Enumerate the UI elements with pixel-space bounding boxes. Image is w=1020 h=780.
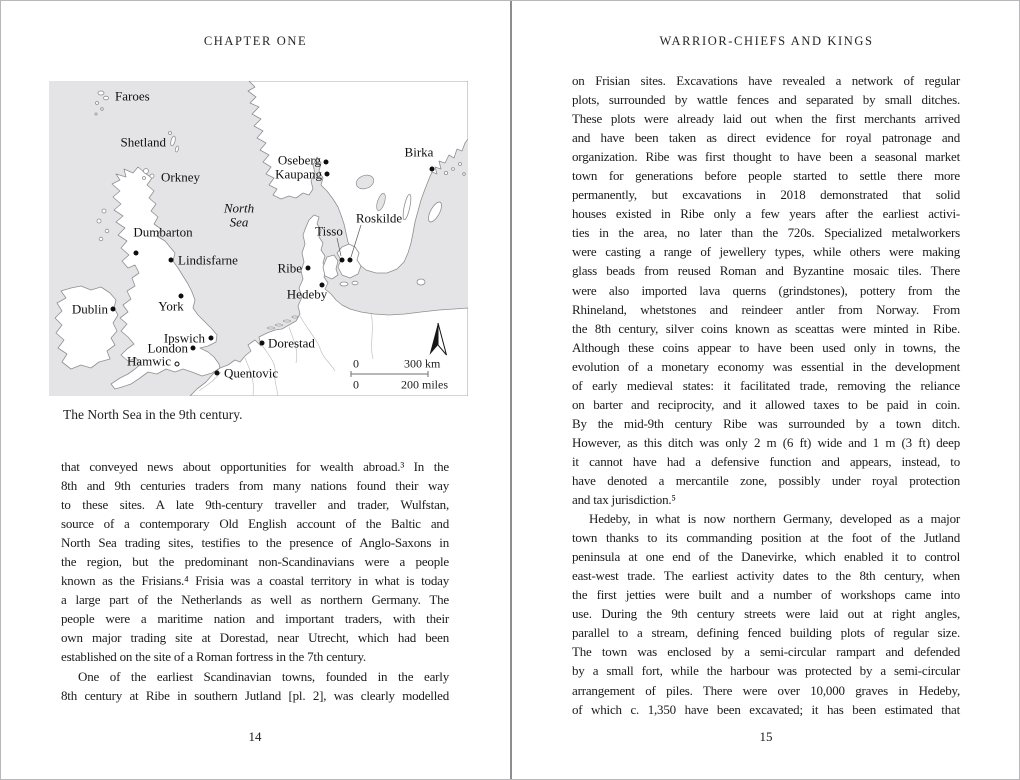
body-line: that conveyed news about opportunities for wealth abroad.³ In the [61, 459, 449, 474]
body-text-left [61, 457, 449, 705]
body-line: established on the site of a Roman fortress in the 7th century. [61, 649, 366, 665]
map-label: Birka [404, 144, 434, 160]
body-line: Hedeby, in what is now northern Germany, developed as a major [589, 511, 960, 527]
body-line: glass beads from reused Roman and Byzantine mosaic tiles. There [572, 263, 960, 279]
body-line: the 8th century, silver coins known as sceattas were minted in Ribe. [572, 320, 960, 336]
body-line: ties in the area, no later than the 720s. Specialized metalworkers [572, 225, 960, 241]
body-line: North Sea trading sites, testifies to the presence of Anglo-Saxons in [61, 535, 449, 551]
body-line: These plots were already laid out when the first merchants arrived [572, 111, 960, 127]
map-label: Faroes [115, 88, 150, 104]
map-label: Dumbarton [133, 224, 193, 240]
body-line: Rhineland, whetstones and reindeer antler from Norway. From [572, 301, 960, 317]
running-head-left: CHAPTER ONE [203, 34, 308, 48]
scale-miles-label: 200 miles [401, 377, 448, 392]
map-label: Hamwic [126, 353, 171, 369]
scale-km-zero: 0 [353, 356, 359, 371]
map-label: York [158, 298, 184, 314]
body-line: 8th century at Ribe in southern Jutland [pl. 2], was clearly modelled [61, 687, 449, 703]
map-label: Lindisfarne [178, 252, 238, 268]
body-line: a large part of the Netherlands as well as northern Germany. The [61, 592, 449, 608]
map-caption: The North Sea in the 9th century. [63, 407, 243, 422]
body-line: Although these coins appear to have been used only in towns, the [572, 339, 960, 355]
body-line: and have been taken as direct evidence for royal patronage and [572, 130, 960, 146]
body-line: people were a maritime nation and important traders, with their [61, 611, 449, 627]
map-label: Dublin [71, 301, 108, 317]
body-line: east-west trade. The earliest activity dates to the 8th century, when [572, 568, 960, 584]
body-line: houses existed in Ribe only a few years after the earliest activi- [572, 206, 960, 222]
map-overlay [49, 81, 468, 396]
body-line: 8th and 9th centuries traders from many nations found their way [61, 478, 449, 494]
map-site-dot [430, 167, 435, 172]
body-line: to these sites. A late 9th-century traveller and trader, Wulfstan, [61, 497, 449, 513]
body-line: and tax jurisdiction.⁵ [572, 492, 676, 508]
page-number-right: 15 [759, 729, 773, 744]
body-line: permanently, but excavations in 2018 demonstrated that solid [572, 187, 960, 203]
body-line: it cannot have had a defensive function and appears, instead, to [572, 453, 960, 469]
map-label: Dorestad [268, 335, 315, 351]
map-label: Sea [229, 214, 249, 230]
body-line: evolution of a monetary economy was essential in the development [572, 358, 960, 374]
map-site-dot [348, 258, 353, 263]
map-site-dot [340, 258, 345, 263]
body-line: were also imported lava querns (grindstones), pottery from the [572, 282, 960, 298]
body-line: However, as this ditch was only 2 m (6 ft) wide and 1 m (3 ft) deep [572, 434, 960, 450]
body-line: on Frisian sites. Excavations have revealed a network of regular [572, 73, 960, 88]
body-text-right [572, 71, 960, 719]
body-line: the region, but the predominant non-Scandinavians were a people [61, 554, 449, 570]
body-line: own major trading site at Dorestad, near Utrecht, which had been [61, 630, 449, 646]
north-sea-map [49, 81, 468, 396]
map-label: London [147, 340, 188, 356]
map-site-dot [169, 258, 174, 263]
map-site-dot [325, 172, 330, 177]
map-site-dot [306, 266, 311, 271]
body-line: of early medieval states: it facilitated trade, removing the reliance [572, 377, 960, 393]
body-line: by a small fort, while the harbour was protected by a semi-circular [572, 663, 960, 679]
map-site-dot [175, 362, 180, 367]
map-site-dot [134, 251, 139, 256]
page-number-left: 14 [248, 729, 262, 744]
map-label: Oseberg [277, 152, 321, 168]
scale-km-label: 300 km [404, 356, 441, 371]
body-line: on barter and reciprocity, and it allowed taxes to be paid in coin. [572, 396, 960, 412]
body-line: arrangement of piles. There were over 10,000 graves in Hedeby, [572, 682, 960, 698]
map-label: Tisso [315, 223, 343, 239]
body-line: source of a contemporary Old English account of the Baltic and [61, 516, 449, 532]
body-line: known as the Frisians.⁴ Frisia was a coastal territory in what is today [61, 573, 449, 589]
map-label: Hedeby [286, 286, 328, 302]
map-site-dot [260, 341, 265, 346]
running-head-right: WARRIOR-CHIEFS AND KINGS [659, 34, 874, 48]
body-line: plots, surrounded by wattle fences and separated by small ditches. [572, 92, 960, 108]
body-line: have denoted a mercantile zone, possibly under royal protection [572, 472, 960, 488]
body-line: One of the earliest Scandinavian towns, founded in the early [78, 668, 449, 684]
map-label: Quentovic [224, 365, 279, 381]
map-label: Ipswich [163, 330, 205, 346]
map-label: Orkney [161, 169, 200, 185]
map-label: Shetland [120, 134, 166, 150]
map-label: Kaupang [275, 166, 322, 182]
body-line: use. During the 9th century streets were laid out at right angles, [572, 606, 960, 622]
body-line: By the mid-9th century Ribe was surrounded by a town ditch. [572, 415, 960, 431]
map-label: North [223, 200, 255, 216]
scale-miles-zero: 0 [353, 377, 359, 392]
body-line: of which c. 1,350 have been excavated; it has been estimated that [572, 701, 960, 717]
body-line: the first jetties were built and a number of workshops came into [572, 587, 960, 603]
map-site-dot [324, 160, 329, 165]
body-line: town thanks to its commanding position at the foot of the Jutland [572, 530, 960, 546]
body-line: The town was enclosed by a semi-circular rampart and defended [572, 644, 960, 660]
page-right [512, 1, 1020, 779]
body-line: organization. Ribe was first thought to have been a seasonal market [572, 149, 960, 165]
map-site-dot [209, 336, 214, 341]
body-line: peninsula at one end of the Danevirke, which enabled it to control [572, 549, 960, 565]
map-label: Roskilde [355, 210, 403, 226]
map-site-dot [191, 346, 196, 351]
map-site-dot [111, 307, 116, 312]
map-site-dot [215, 371, 220, 376]
body-line: town for generations before people started to settle there more [572, 168, 960, 184]
map-label: Ribe [277, 260, 302, 276]
page-left [1, 1, 510, 779]
body-line: were casting a range of jewellery types, while others were making [572, 244, 960, 260]
body-line: parallel to a stream, defining fenced building plots of regular size. [572, 625, 960, 641]
